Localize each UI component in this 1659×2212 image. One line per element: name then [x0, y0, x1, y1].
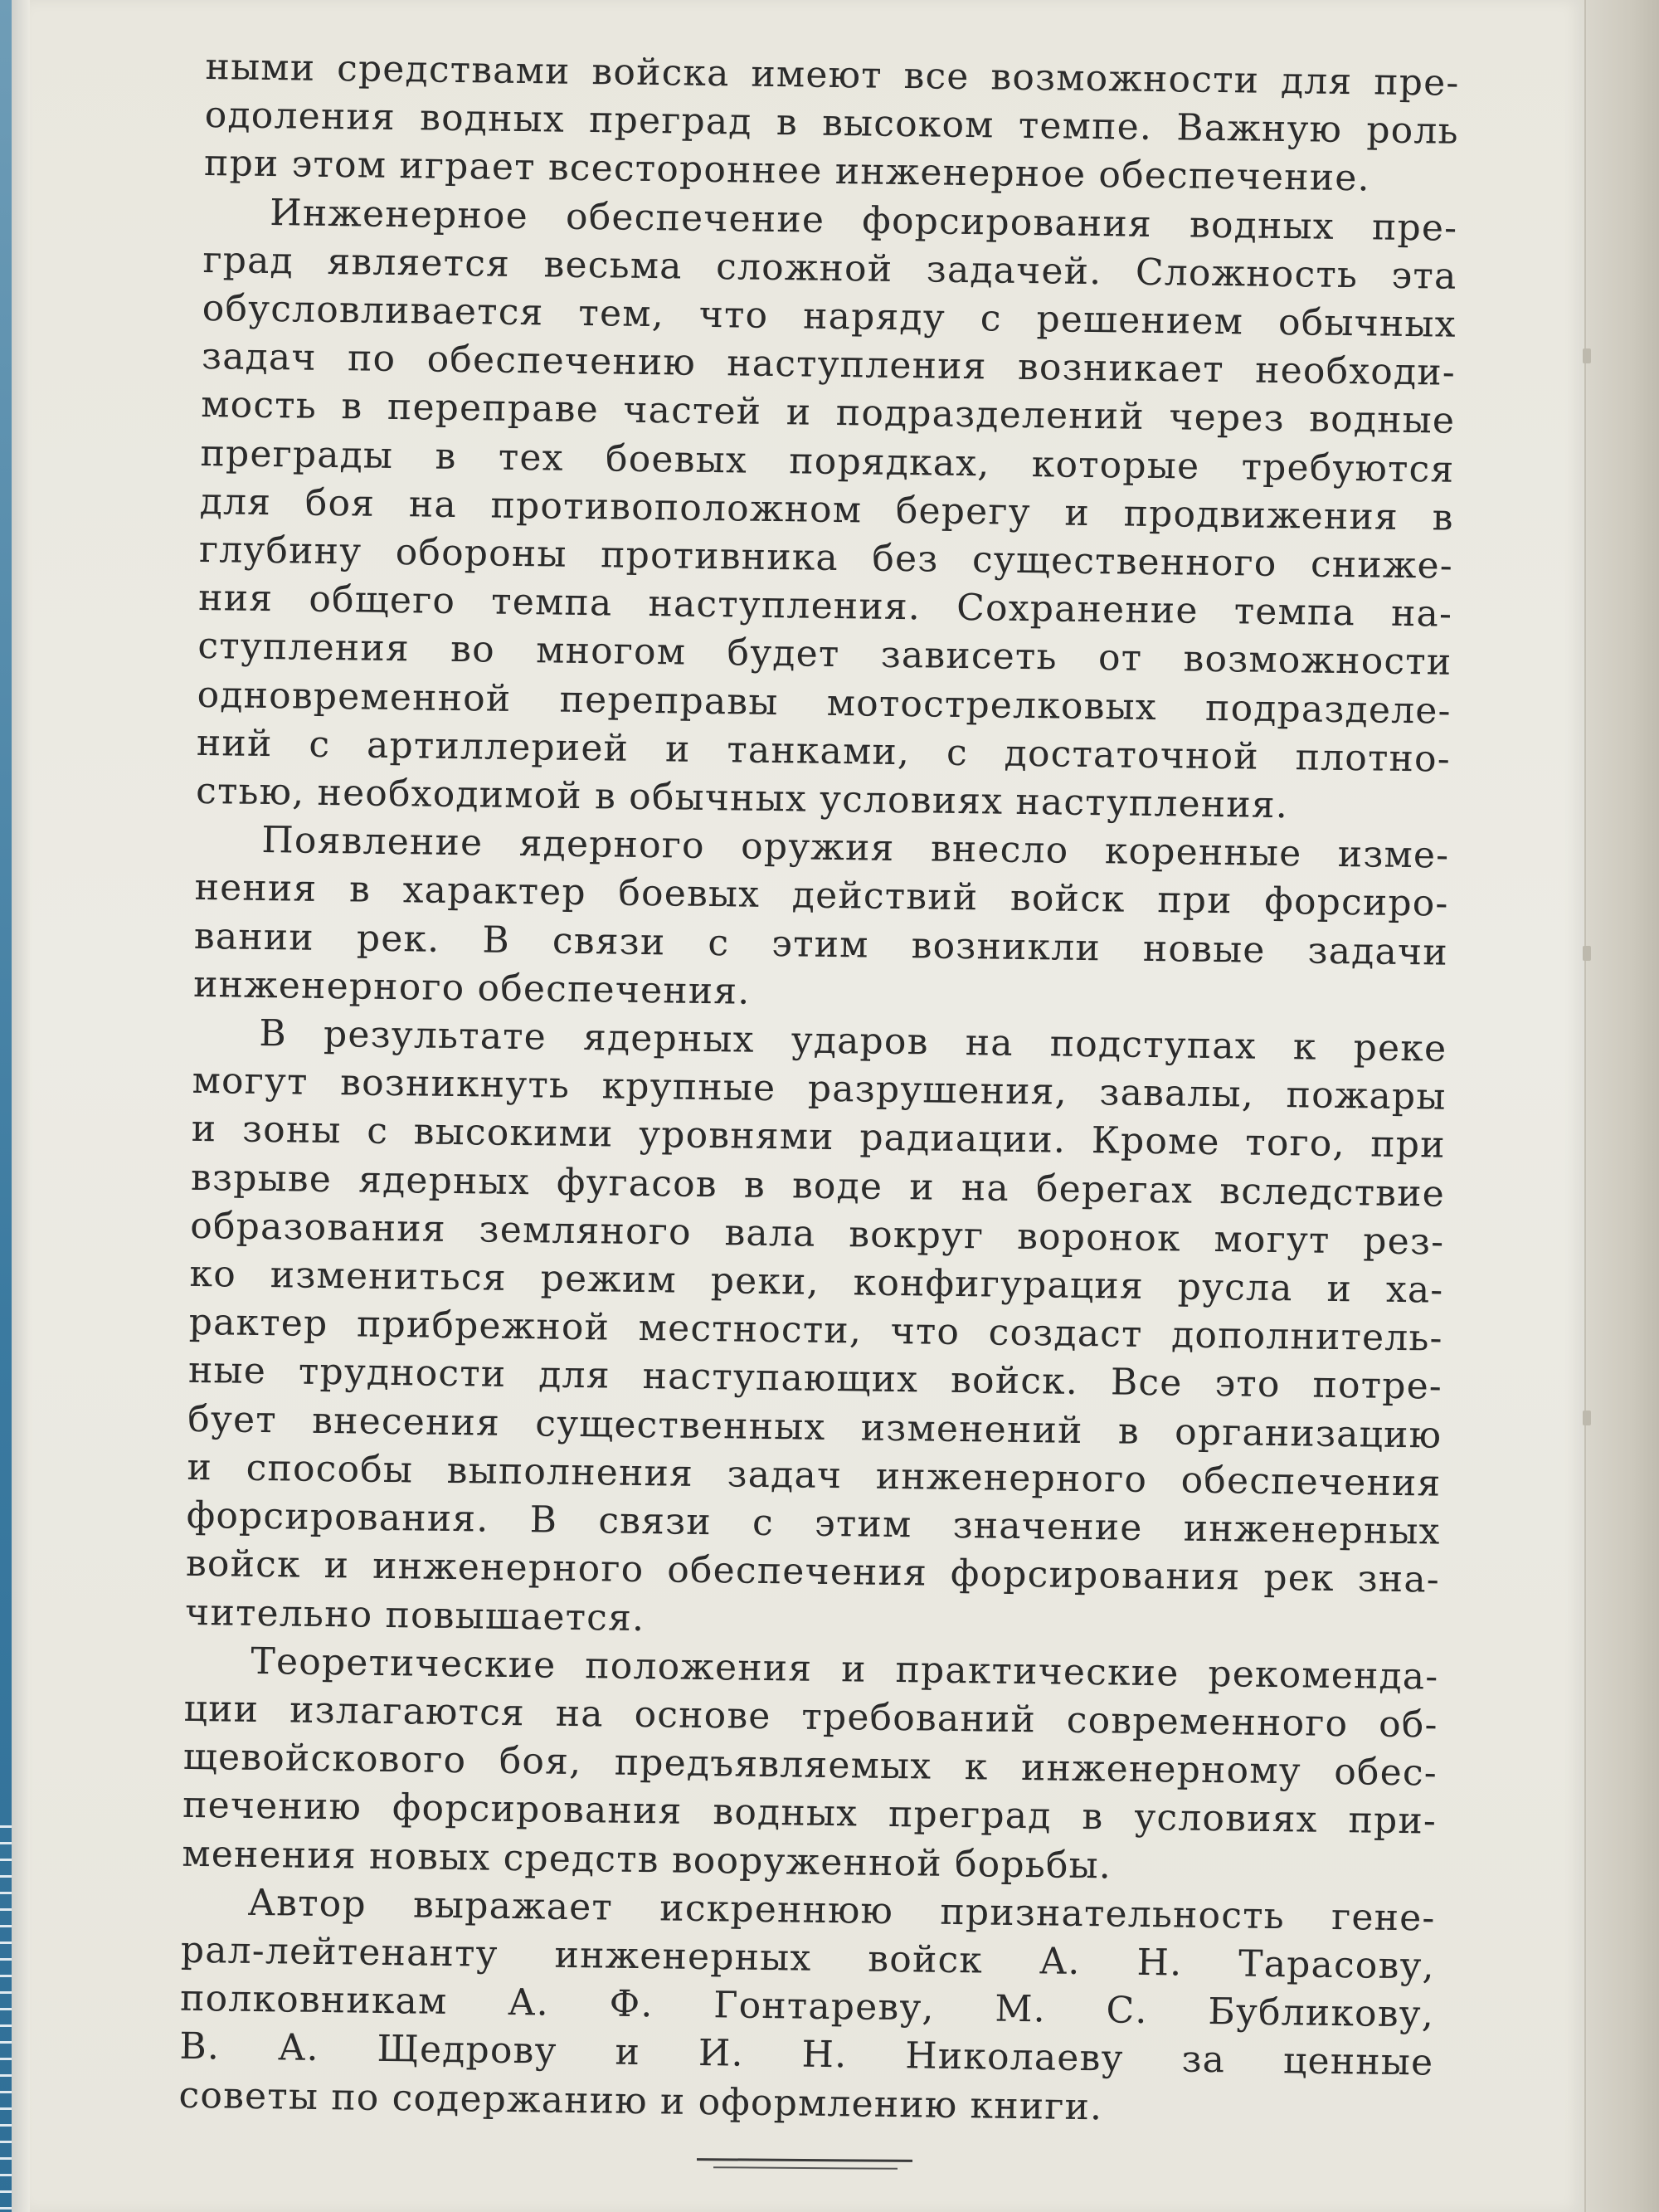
text-line: одоления водных преград в высоком темпе. Важную роль — [204, 94, 1460, 153]
text-line: град является весьма сложной задачей. Сложность эта — [202, 238, 1457, 298]
text-line: нения в характер боевых действий войск при форсиро- — [194, 866, 1449, 926]
text-line: советы по содержанию и оформлению книги. — [178, 2073, 1103, 2128]
text-line: могут возникнуть крупные разрушения, завалы, пожары — [192, 1060, 1447, 1118]
text-line: инженерного обеспечения. — [192, 962, 751, 1013]
text-line: мость в переправе частей и подразделений через водные — [200, 383, 1456, 443]
text-line: стью, необходимой в обычных условиях наступления. — [195, 769, 1289, 827]
text-line: чительно повышается. — [184, 1591, 645, 1640]
text-line: Теоретические положения и практические рекоменда- — [251, 1640, 1439, 1698]
text-line: ко измениться режим реки, конфигурация русла и ха- — [189, 1252, 1444, 1312]
text-line: ступления во многом будет зависеть от возможности — [197, 625, 1452, 685]
page-notch — [1583, 348, 1591, 363]
text-line: для боя на противоположном берегу и продвижения в — [199, 480, 1454, 539]
text-line: печению форсирования водных преград в условиях при- — [182, 1784, 1438, 1843]
page-edge — [12, 0, 31, 2212]
text-line: и способы выполнения задач инженерного обеспечения — [187, 1445, 1442, 1505]
text-line: вании рек. В связи с этим возникли новые задачи — [193, 914, 1449, 974]
text-line: ными средствами войска имеют все возможности для пре- — [205, 45, 1460, 105]
text-line: взрыве ядерных фугасов в воде и на берегах вследствие — [190, 1156, 1446, 1216]
text-line: бует внесения существенных изменений в организацию — [187, 1397, 1443, 1457]
text-line: обусловливается тем, что наряду с решением обычных — [202, 286, 1457, 346]
text-line: ний с артиллерией и танками, с достаточной плотно- — [196, 721, 1452, 781]
text-line: щевойскового боя, предъявляемых к инженерному обес- — [182, 1735, 1438, 1795]
text-line: преграды в тех боевых порядках, которые требуются — [200, 431, 1455, 491]
text-line: менения новых средств вооруженной борьбы. — [182, 1832, 1112, 1887]
text-line: В результате ядерных ударов на подступах к реке — [259, 1012, 1447, 1070]
underlying-page — [1584, 0, 1659, 2212]
text-line: В. А. Щедрову и И. Н. Николаеву за ценные — [179, 2025, 1434, 2084]
page-notch — [1583, 946, 1591, 961]
text-line: Инженерное обеспечение форсирования водных пре- — [270, 191, 1458, 250]
text-line: ные трудности для наступающих войск. Все это потре- — [187, 1349, 1443, 1409]
text-line: ния общего темпа наступления. Сохранение темпа на- — [197, 577, 1453, 636]
page-text — [178, 43, 1460, 2136]
text-line: глубину обороны противника без существенного сниже- — [198, 528, 1454, 587]
text-line: форсирования. В связи с этим значение инженерных — [186, 1493, 1441, 1553]
text-line: полковникам А. Ф. Гонтареву, М. С. Бубликову, — [179, 1976, 1435, 2036]
text-line: Автор выражает искреннюю признательность гене- — [247, 1881, 1436, 1940]
text-line: войск и инженерного обеспечения форсирования рек зна- — [185, 1542, 1441, 1601]
text-line: образования земляного вала вокруг воронок могут рез- — [190, 1204, 1445, 1264]
text-line: при этом играет всестороннее инженерное обеспечение. — [203, 142, 1371, 200]
text-line: одновременной переправы мотострелковых подразделе- — [197, 673, 1452, 733]
text-line: Появление ядерного оружия внесло коренные изме- — [261, 819, 1450, 877]
text-line: рал-лейтенанту инженерных войск А. Н. Тарасову, — [180, 1928, 1436, 1988]
text-line: задач по обеспечению наступления возникает необходи- — [201, 335, 1457, 394]
page-notch — [1583, 1411, 1591, 1425]
text-line: ции излагаются на основе требований современного об- — [183, 1687, 1438, 1747]
text-line: и зоны с высокими уровнями радиации. Кроме того, при — [191, 1108, 1447, 1167]
text-line: рактер прибрежной местности, что создаст дополнитель- — [188, 1301, 1444, 1360]
